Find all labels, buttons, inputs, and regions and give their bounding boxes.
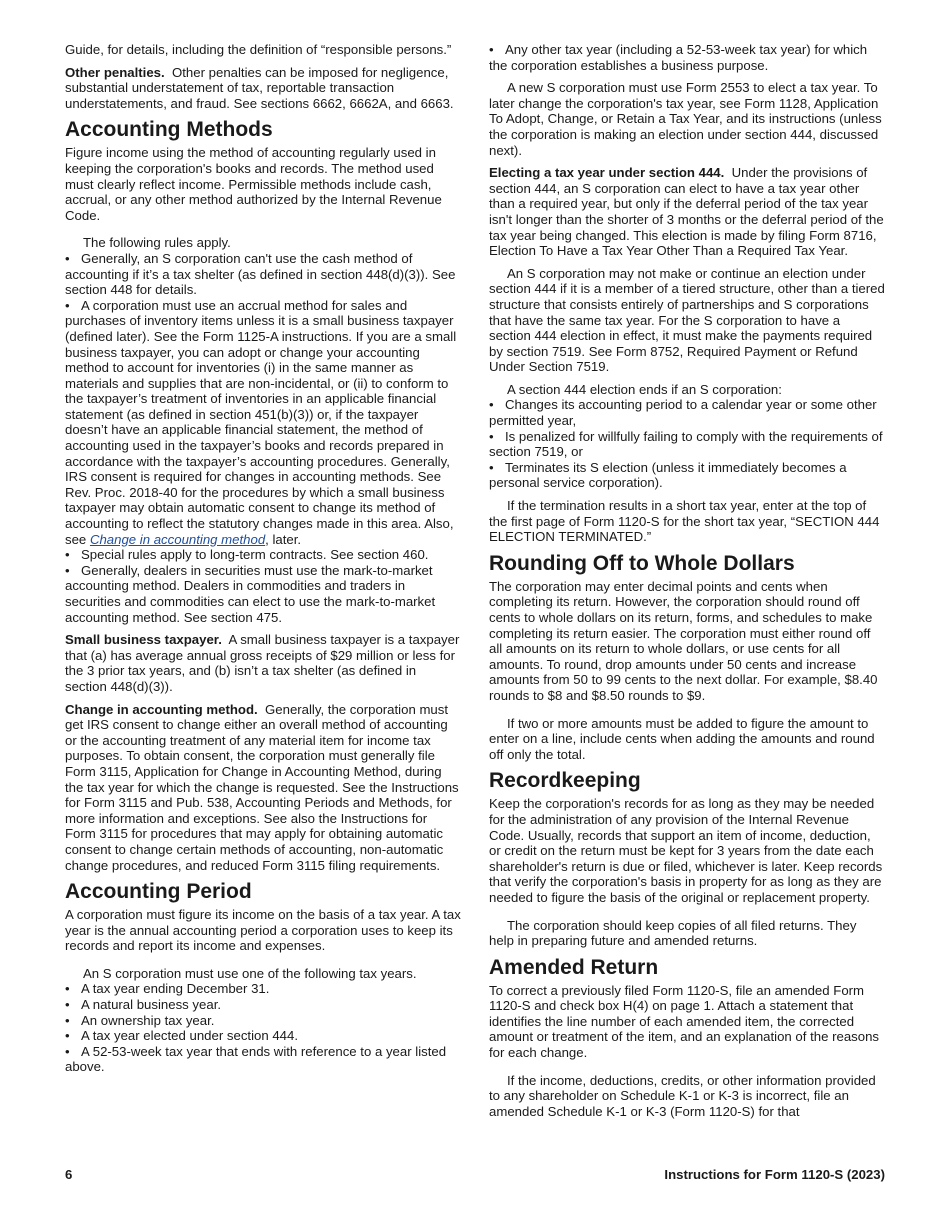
- heading-amended-return: Amended Return: [489, 955, 659, 979]
- change-in-accounting-method-body: Generally, the corporation must get IRS consent to change either an overall method of accounting or the accounting treatment of any material item for income tax purposes. To obtain consent, the corporation must generally file Form 3115, Application for Change in Accounting Method, during the tax year for which the change is requested. See the Instructions for Form 3115 and Pub. 538, Accounting Periods and Methods, for more information and exceptions. See also the Instructions for Form 3115 for procedures that may apply for obtaining automatic consent to change certain methods of accounting, non-automatic change procedures, and reduced Form 3115 filing requirements.: [65, 701, 459, 873]
- guide-paragraph: Guide, for details, including the definition of “responsible persons.”: [65, 42, 452, 57]
- heading-accounting-period: Accounting Period: [65, 880, 252, 904]
- small-business-taxpayer-lead: Small business taxpayer.: [65, 632, 222, 648]
- footer-title: Instructions for Form 1120-S (2023): [664, 1167, 885, 1182]
- page-number: 6: [65, 1167, 73, 1182]
- recordkeeping-paragraph: Keep the corporation's records for as long as they may be needed for the administration of any provision of the Internal Revenue Code. Usually, records that support an item of income, deduction, or credit on the return must be kept for 3 years from the date each shareholder's return is due or filed, whichever is later. Keep records that verify the corporation's basis in property for as long as they are needed to figure the basis of the original or replacement property.: [489, 796, 883, 905]
- tax-year-bullet-business-purpose: • Any other tax year (including a 52-53-week tax year) for which the corporation establishes a business purpose.: [489, 42, 885, 73]
- amended-schedule-k1-paragraph: If the income, deductions, credits, or other information provided to any shareholder on Schedule K-1 or K-3 is incorrect, file an amended Schedule K-1 or K-3 (Form 1120-S) for that: [489, 1072, 876, 1119]
- rule-bullet-mark-to-market: • Generally, dealers in securities must use the mark-to-market accounting method. Dealers in commodities and traders in securities and commodities can elect to use the mark-to-market accounting method. See section 475.: [65, 563, 461, 625]
- other-penalties-lead: Other penalties.: [65, 64, 165, 80]
- new-s-corp-paragraph: A new S corporation must use Form 2553 to elect a tax year. To later change the corporation's tax year, see Form 1128, Application To Adopt, Change, or Retain a Tax Year, and its instructions (unless the corporation is making an election under section 444, discussed next).: [489, 80, 882, 158]
- small-business-taxpayer-body: A small business taxpayer is a taxpayer that (a) has average annual gross receipts of $29 million or less for the 3 prior tax years, and (b) isn’t a tax shelter (as defined in section 448(d)(3)).: [65, 632, 460, 694]
- rule-bullet-accrual-tail: , later.: [265, 531, 302, 547]
- section444-bullet-calendar: • Changes its accounting period to a calendar year or some other permitted year,: [489, 397, 885, 428]
- tax-year-bullet-52-53-week: • A 52-53-week tax year that ends with reference to a year listed above.: [65, 1044, 461, 1075]
- accounting-methods-paragraph: Figure income using the method of accounting regularly used in keeping the corporation's books and records. The method used must clearly reflect income. Permissible methods include cash, accrual, or any other method authorized by the Internal Revenue Code.: [65, 145, 442, 223]
- section444-paragraph: [489, 165, 885, 259]
- heading-rounding: Rounding Off to Whole Dollars: [489, 551, 795, 575]
- amended-return-paragraph: To correct a previously filed Form 1120-S, file an amended Form 1120-S and check box H(4) on page 1. Attach a statement that identifies the line number of each amended item, the corrected amount or treatment of the item, and an explanation of the reasons for each change.: [489, 982, 880, 1061]
- section444-body: Under the provisions of section 444, an S corporation can elect to have a tax year other than a required year, but only if the deferral period of the tax year isn't longer than the shorter of 3 months or the deferral period of the tax year being changed. This election is made by filing Form 8716, Election To Have a Tax Year Other Than a Required Tax Year.: [489, 165, 884, 259]
- rounding-total-paragraph: If two or more amounts must be added to figure the amount to enter on a line, include cents when adding the amounts and round off only the total.: [489, 715, 875, 762]
- section444-bullet-penalized: • Is penalized for willfully failing to comply with the requirements of section 7519, or: [489, 429, 885, 460]
- recordkeeping-copies-paragraph: The corporation should keep copies of all filed returns. They help in preparing future and amended returns.: [489, 917, 857, 949]
- other-penalties-paragraph: [65, 65, 461, 112]
- tax-year-bullet-natural: • A natural business year.: [65, 997, 461, 1013]
- change-in-accounting-method-link[interactable]: Change in accounting method: [89, 531, 266, 547]
- small-business-taxpayer-paragraph: [65, 632, 461, 694]
- rule-bullet-long-term-contracts: • Special rules apply to long-term contracts. See section 460.: [65, 547, 461, 563]
- rounding-paragraph: The corporation may enter decimal points and cents when completing its return. However, the corporation should round off cents to whole dollars on its return, forms, and schedules to make completing its return easier. The corporation must either round off all amounts on its return to whole dollars, or use cents for all amounts. To round, drop amounts under 50 cents and increase amounts from 50 to 99 cents to the next dollar. For example, $8.40 rounds to $8 and $8.50 rounds to $9.: [489, 578, 878, 703]
- tax-year-bullet-section444: • A tax year elected under section 444.: [65, 1028, 461, 1044]
- accounting-period-paragraph: A corporation must figure its income on the basis of a tax year. A tax year is the annual accounting period a corporation uses to keep its records and report its income and expenses.: [65, 907, 461, 954]
- rules-intro: The following rules apply.: [83, 235, 231, 251]
- rule-bullet-accrual: [65, 298, 461, 548]
- tax-year-bullet-dec31: • A tax year ending December 31.: [65, 981, 461, 997]
- rule-bullet-cash-method: • Generally, an S corporation can't use the cash method of accounting if it’s a tax shelter (as defined in section 448(d)(3)). See section 448 for details.: [65, 251, 461, 298]
- tax-year-bullet-ownership: • An ownership tax year.: [65, 1013, 461, 1029]
- tax-years-intro: An S corporation must use one of the following tax years.: [83, 965, 417, 981]
- section444-tiered-paragraph: An S corporation may not make or continue an election under section 444 if it is a member of a tiered structure, other than a tiered structure that consists entirely of partnerships and S corporations that have the same tax year. For the S corporation to have a section 444 election in effect, it must make the payments required by section 7519. See Form 8752, Required Payment or Refund Under Section 7519.: [489, 265, 885, 375]
- section444-ends-intro: A section 444 election ends if an S corporation:: [507, 381, 782, 397]
- section444-lead: Electing a tax year under section 444.: [489, 165, 725, 181]
- left-column: [65, 42, 461, 1075]
- section444-termination-paragraph: If the termination results in a short tax year, enter at the top of the first page of Form 1120-S for the short tax year, “SECTION 444 ELECTION TERMINATED.”: [489, 498, 880, 545]
- section444-bullet-terminates: • Terminates its S election (unless it immediately becomes a personal service corporation).: [489, 460, 885, 491]
- other-penalties-body: Other penalties can be imposed for negligence, substantial understatement of tax, reportable transaction understatements, and fraud. See sections 6662, 6662A, and 6663.: [65, 64, 454, 111]
- heading-recordkeeping: Recordkeeping: [489, 769, 641, 793]
- change-in-accounting-method-paragraph: [65, 702, 461, 874]
- rule-bullet-accrual-text: A corporation must use an accrual method for sales and purchases of inventory items unless it is a small business taxpayer (defined later). See the Form 1125-A instructions. If you are a small business taxpayer, you can adopt or change your accounting method to account for inventories (i) in the same manner as materials and supplies that are non-incidental, or (ii) to conform to the taxpayer’s treatment of inventories in an applicable financial statement (as defined in section 451(b)(3)) or, if the taxpayer doesn’t have an applicable financial statement, the method of accounting used in the taxpayer’s books and records prepared in accordance with the taxpayer’s accounting procedures. Generally, IRS consent is required for changes in accounting methods. See Rev. Proc. 2018-40 for the procedures by which a small business taxpayer may obtain automatic consent to change its method of accounting to reflect the statutory changes made in this area. Also, see: [65, 297, 457, 547]
- heading-accounting-methods: Accounting Methods: [65, 118, 273, 142]
- right-column: [489, 42, 885, 1126]
- change-in-accounting-method-lead: Change in accounting method.: [65, 701, 258, 717]
